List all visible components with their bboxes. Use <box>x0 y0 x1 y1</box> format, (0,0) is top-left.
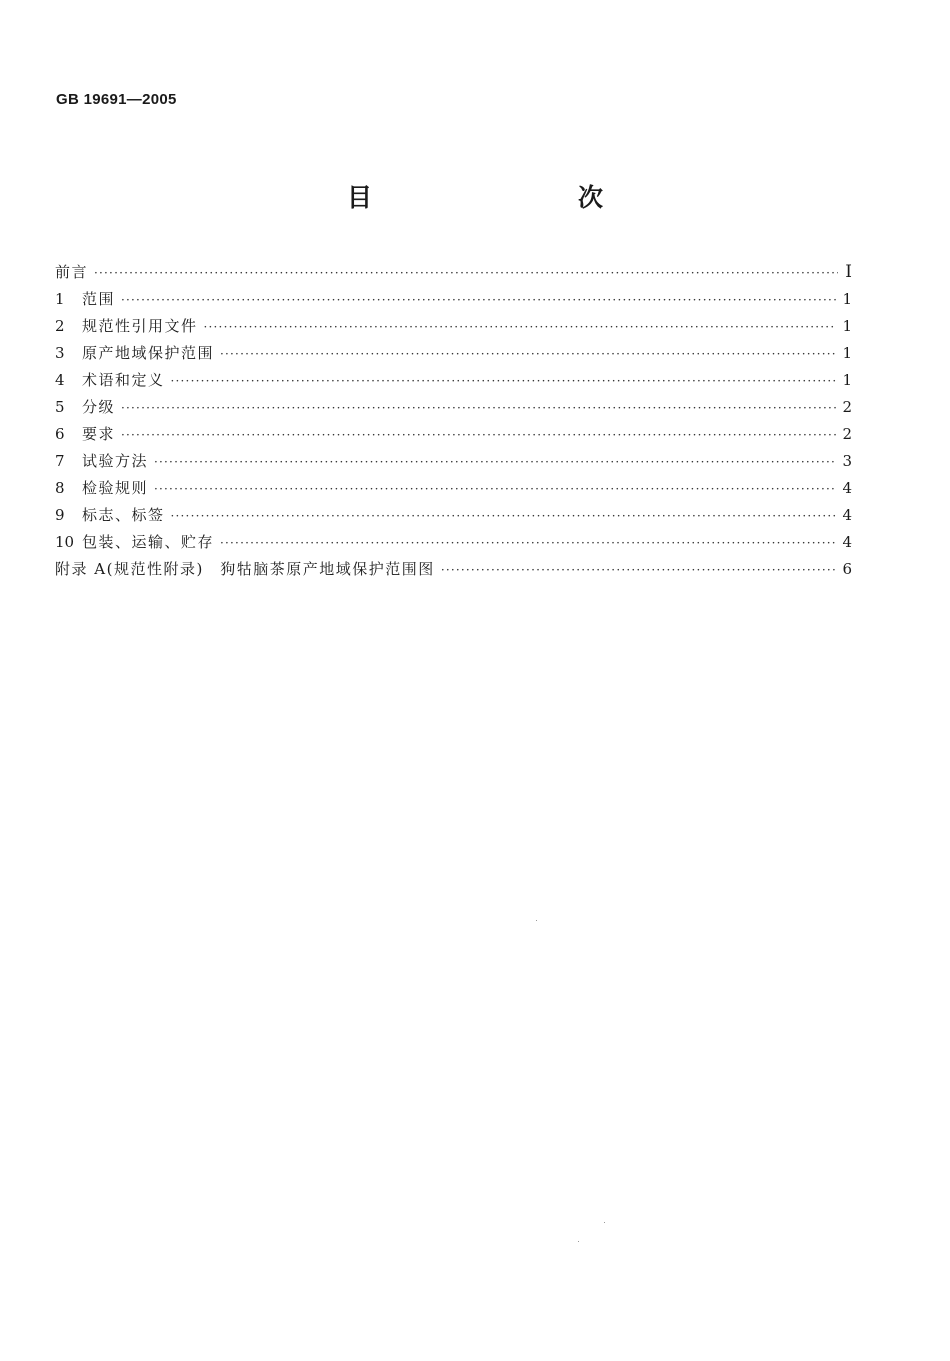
standard-code: GB 19691—2005 <box>56 91 177 108</box>
toc-leader-dots <box>154 476 836 503</box>
toc-entry-number: 8 <box>55 479 65 497</box>
scan-speck <box>604 1222 605 1223</box>
toc-leader-dots <box>154 449 836 476</box>
toc-entry-requirements[interactable] <box>55 421 852 448</box>
toc-entry-label: 附录 A(规范性附录) 狗牯脑茶原产地域保护范围图 <box>55 560 435 578</box>
scan-speck <box>536 920 537 921</box>
toc-entry-number: 10 <box>55 533 75 551</box>
toc-entry-label: 试验方法 <box>82 452 149 470</box>
toc-entry-packaging-transport-storage[interactable] <box>55 529 852 556</box>
toc-entry-page: 1 <box>842 371 852 389</box>
toc-entry-page: 4 <box>842 506 852 524</box>
toc-entry-page: 1 <box>842 344 852 362</box>
toc-entry-marking-labeling[interactable] <box>55 502 852 529</box>
toc-entry-terms-definitions[interactable] <box>55 367 852 394</box>
toc-entry-page: 2 <box>842 398 852 416</box>
toc-entry-label: 前言 <box>55 263 89 281</box>
toc-leader-dots <box>121 287 836 314</box>
toc-leader-dots <box>441 557 837 584</box>
toc-entry-number: 1 <box>55 290 65 308</box>
toc-entry-page: 1 <box>842 317 852 335</box>
toc-entry-page: I <box>845 262 852 282</box>
toc-entry-page: 3 <box>842 452 852 470</box>
toc-entry-label: 术语和定义 <box>82 371 165 389</box>
toc-leader-dots <box>220 341 836 368</box>
toc-entry-label: 包装、运输、贮存 <box>82 533 215 551</box>
toc-entry-label: 分级 <box>82 398 116 416</box>
toc-entry-grading[interactable] <box>55 394 852 421</box>
toc-entry-number: 6 <box>55 425 65 443</box>
toc-entry-number: 2 <box>55 317 65 335</box>
toc-entry-number: 7 <box>55 452 65 470</box>
toc-entry-protection-range[interactable] <box>55 340 852 367</box>
toc-leader-dots <box>121 395 836 422</box>
toc-leader-dots <box>121 422 836 449</box>
toc-entry-normative-references[interactable] <box>55 313 852 340</box>
toc-entry-label: 规范性引用文件 <box>82 317 198 335</box>
toc-entry-page: 1 <box>842 290 852 308</box>
toc-entry-number: 4 <box>55 371 65 389</box>
toc-entry-label: 原产地域保护范围 <box>82 344 215 362</box>
toc-leader-dots <box>171 368 837 395</box>
toc-leader-dots <box>171 503 837 530</box>
toc-entry-label: 检验规则 <box>82 479 149 497</box>
toc-entry-label: 范围 <box>82 290 116 308</box>
toc-entry-page: 6 <box>842 560 852 578</box>
toc-leader-dots <box>94 260 838 287</box>
toc-entry-inspection-rules[interactable] <box>55 475 852 502</box>
toc-entry-page: 2 <box>842 425 852 443</box>
page-title: 目 次 <box>346 183 655 212</box>
toc-entry-annex-a[interactable] <box>55 556 852 583</box>
scan-speck <box>578 1241 579 1242</box>
toc-entry-number: 9 <box>55 506 65 524</box>
toc-entry-scope[interactable] <box>55 286 852 313</box>
toc-leader-dots <box>204 314 837 341</box>
toc-entry-number: 3 <box>55 344 65 362</box>
toc-entry-label: 标志、标签 <box>82 506 165 524</box>
toc-entry-page: 4 <box>842 533 852 551</box>
toc-leader-dots <box>220 530 836 557</box>
toc-entry-test-methods[interactable] <box>55 448 852 475</box>
toc-entry-number: 5 <box>55 398 65 416</box>
toc-entry-label: 要求 <box>82 425 116 443</box>
toc-entry-page: 4 <box>842 479 852 497</box>
toc-entry-preface[interactable] <box>55 259 852 286</box>
table-of-contents <box>55 259 852 583</box>
